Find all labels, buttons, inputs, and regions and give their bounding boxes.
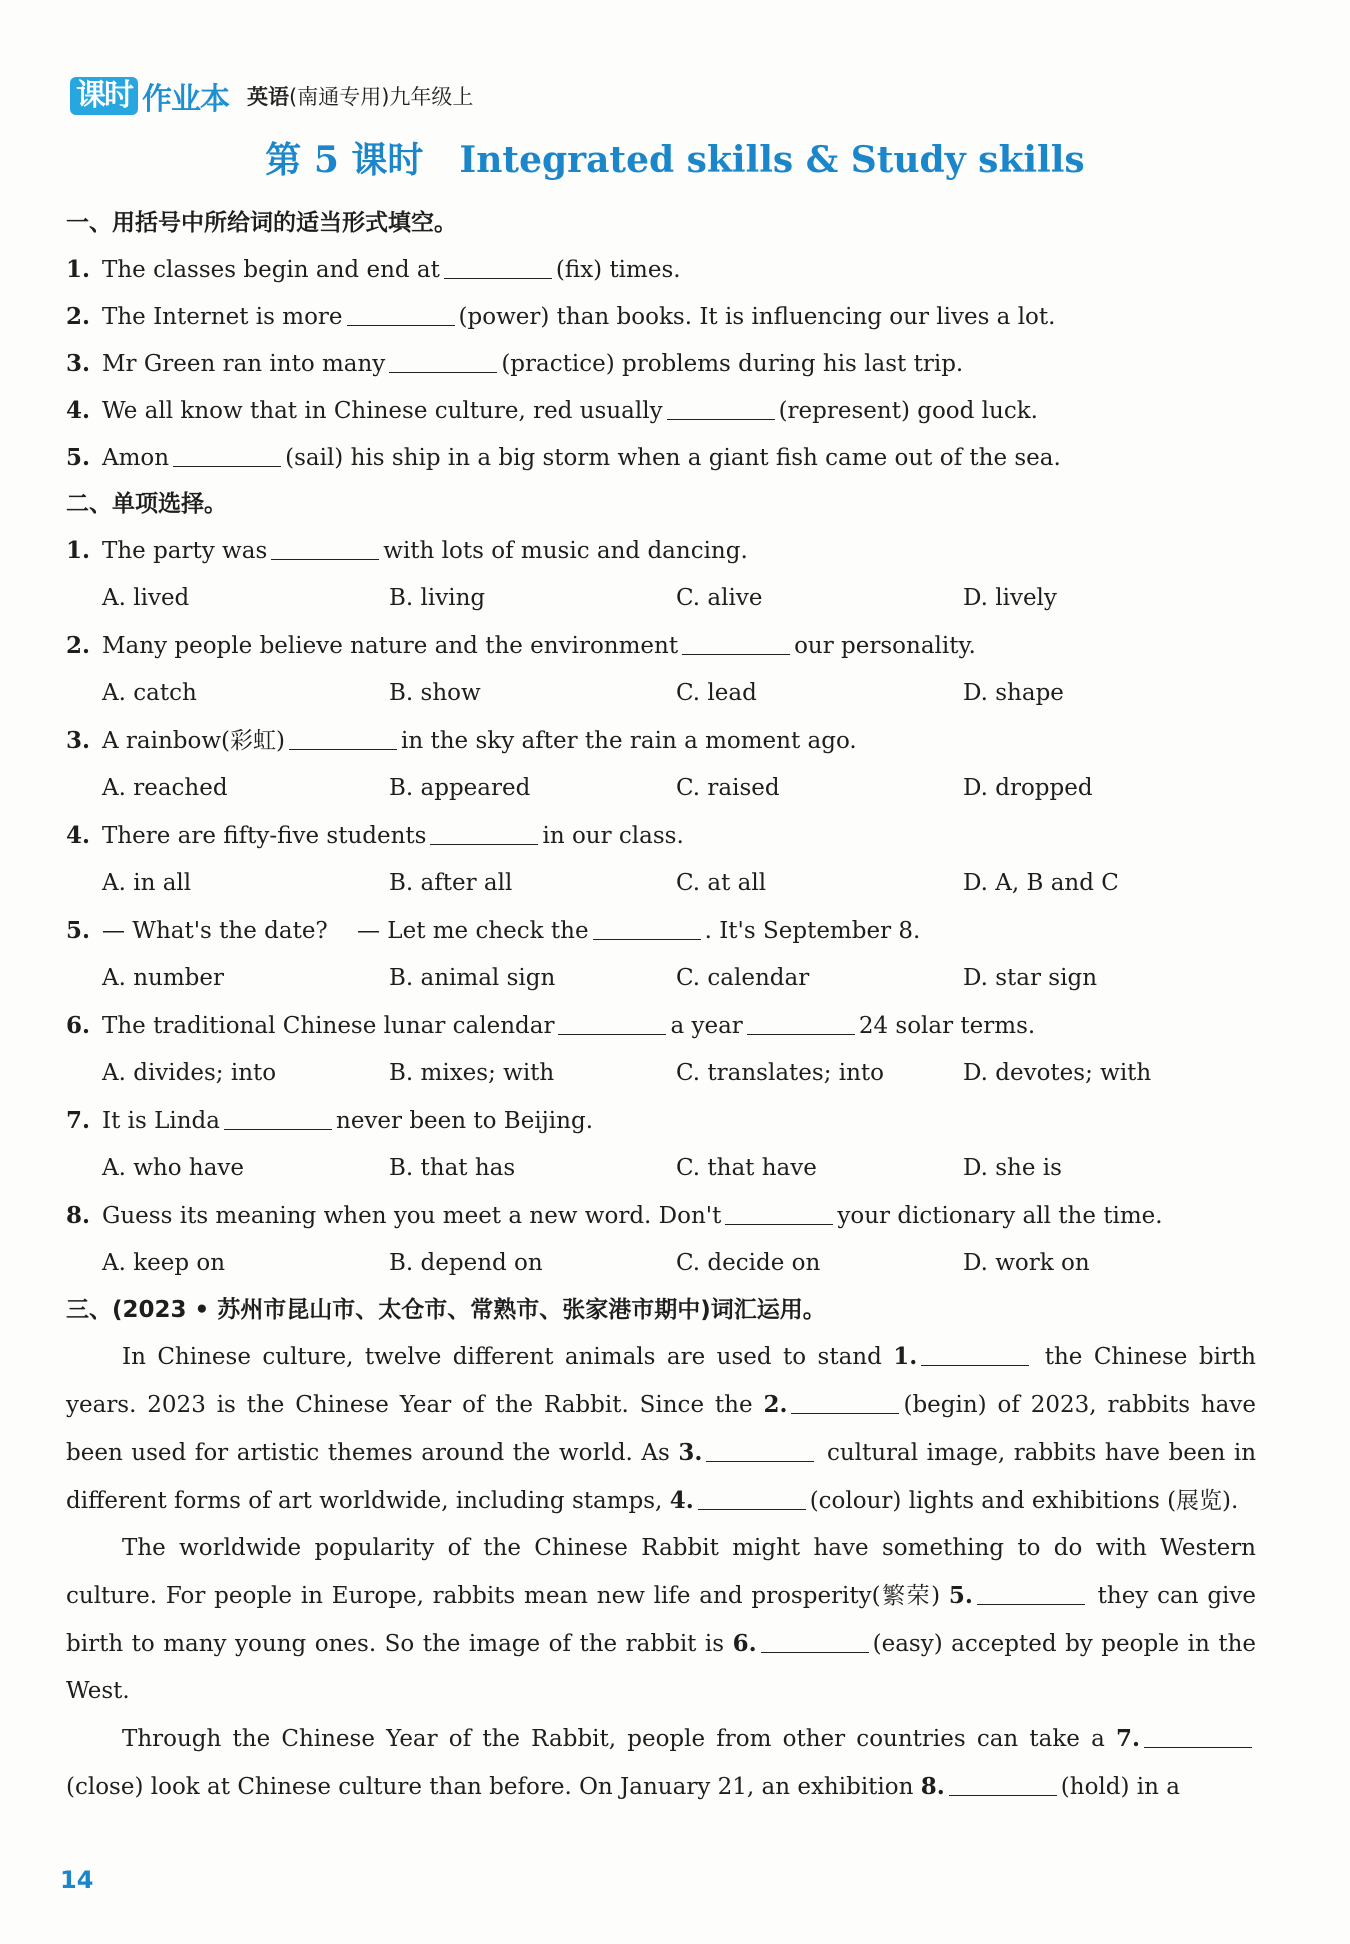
answer-blank[interactable]: [977, 1582, 1085, 1605]
passage-text: (begin) of 2023, rabbits have been used for artistic themes around the world. As: [66, 1392, 1256, 1466]
option-c[interactable]: C. lead: [676, 680, 757, 706]
passage-text: (hold) in a: [1060, 1774, 1180, 1800]
page-number: 14: [60, 1866, 94, 1894]
option-c[interactable]: C. that have: [676, 1155, 817, 1181]
answer-blank[interactable]: [761, 1630, 869, 1653]
question-text: The traditional Chinese lunar calendar: [102, 1013, 555, 1039]
lesson-topic: Integrated skills & Study skills: [459, 139, 1085, 181]
section-2-heading: 二、单项选择。: [66, 491, 227, 517]
option-b[interactable]: B. appeared: [389, 775, 531, 801]
blank-number: 2.: [763, 1391, 788, 1418]
worksheet-content: [66, 200, 1256, 1811]
passage-text: (close) look at Chinese culture than before. On January 21, an exhibition: [66, 1774, 921, 1800]
options-row: [66, 764, 1256, 812]
option-b[interactable]: B. animal sign: [389, 965, 556, 991]
option-d[interactable]: D. work on: [963, 1250, 1090, 1276]
question-text: There are fifty-five students: [102, 823, 427, 849]
question-text: Amon: [102, 445, 170, 471]
answer-blank[interactable]: [747, 1012, 855, 1035]
question-number: 3.: [66, 350, 91, 377]
option-b[interactable]: B. depend on: [389, 1250, 543, 1276]
passage-paragraph-1: [66, 1333, 1256, 1525]
answer-blank[interactable]: [558, 1012, 666, 1035]
question-text: The party was: [102, 538, 268, 564]
answer-blank[interactable]: [271, 537, 379, 560]
question-text: It is Linda: [102, 1108, 220, 1134]
question-number: 4.: [66, 397, 91, 424]
passage-text: the Chinese birth years. 2023 is the Chinese Year of the Rabbit. Since the: [66, 1344, 1256, 1418]
question-text: (represent) good luck.: [778, 398, 1038, 424]
passage-paragraph-2: [66, 1525, 1256, 1715]
option-b[interactable]: B. mixes; with: [389, 1060, 555, 1086]
question-number: 7.: [66, 1107, 91, 1134]
option-c[interactable]: C. at all: [676, 870, 767, 896]
option-d[interactable]: D. star sign: [963, 965, 1098, 991]
question-text: a year: [670, 1013, 743, 1039]
passage-text: cultural image, rabbits have been in different forms of art worldwide, including stamps,: [66, 1440, 1257, 1514]
options-row: [66, 574, 1256, 622]
option-a[interactable]: A. lived: [102, 585, 190, 611]
option-c[interactable]: C. translates; into: [676, 1060, 885, 1086]
question-text: (fix) times.: [555, 257, 681, 283]
answer-blank[interactable]: [1144, 1725, 1252, 1748]
logo-text: 作业本: [142, 82, 229, 117]
choice-question: [66, 812, 1256, 859]
answer-blank[interactable]: [173, 444, 281, 467]
answer-blank[interactable]: [725, 1202, 833, 1225]
option-c[interactable]: C. decide on: [676, 1250, 821, 1276]
question-text: your dictionary all the time.: [837, 1203, 1163, 1229]
fill-question: [66, 387, 1256, 434]
blank-number: 3.: [678, 1439, 703, 1466]
answer-blank[interactable]: [706, 1439, 814, 1462]
question-text: Guess its meaning when you meet a new word. Don't: [102, 1203, 722, 1229]
passage-text: Through the Chinese Year of the Rabbit, people from other countries can take a: [122, 1726, 1116, 1752]
passage-text: In Chinese culture, twelve different animals are used to stand: [122, 1344, 894, 1370]
option-d[interactable]: D. devotes; with: [963, 1060, 1152, 1086]
answer-blank[interactable]: [389, 350, 497, 373]
question-text: with lots of music and dancing.: [383, 538, 748, 564]
blank-number: 6.: [732, 1630, 757, 1657]
fill-question: [66, 340, 1256, 387]
question-number: 4.: [66, 822, 91, 849]
question-text: in the sky after the rain a moment ago.: [401, 728, 857, 754]
option-d[interactable]: D. lively: [963, 585, 1057, 611]
question-text: — What's the date? — Let me check the: [102, 918, 589, 944]
lesson-title: [0, 132, 1350, 183]
choice-question: [66, 1002, 1256, 1049]
question-number: 3.: [66, 727, 91, 754]
passage-text: The worldwide popularity of the Chinese Rabbit might have something to do with Western culture. For people in Europe, rabbits mean new life and prosperity(繁荣): [66, 1535, 1256, 1609]
option-a[interactable]: A. keep on: [102, 1250, 226, 1276]
option-a[interactable]: A. divides; into: [102, 1060, 277, 1086]
option-a[interactable]: A. reached: [102, 775, 228, 801]
question-number: 5.: [66, 444, 91, 471]
passage-paragraph-3: [66, 1715, 1256, 1811]
subject: 英语: [247, 85, 289, 109]
question-number: 5.: [66, 917, 91, 944]
options-row: [66, 859, 1256, 907]
grade: 九年级上: [389, 85, 474, 109]
question-number: 1.: [66, 537, 91, 564]
passage-text: they can give birth to many young ones. So the image of the rabbit is: [66, 1583, 1256, 1657]
question-text: . It's September 8.: [704, 918, 921, 944]
answer-blank[interactable]: [289, 727, 397, 750]
question-text: We all know that in Chinese culture, red usually: [102, 398, 663, 424]
answer-blank[interactable]: [698, 1487, 806, 1510]
question-text: A rainbow(彩虹): [102, 728, 286, 754]
question-text: (power) than books. It is influencing our lives a lot.: [458, 304, 1056, 330]
answer-blank[interactable]: [791, 1391, 899, 1414]
option-b[interactable]: B. after all: [389, 870, 513, 896]
question-number: 2.: [66, 632, 91, 659]
choice-question: [66, 907, 1256, 954]
fill-question: [66, 246, 1256, 293]
answer-blank[interactable]: [593, 917, 701, 940]
passage-text: (easy) accepted by people in the West.: [66, 1631, 1257, 1704]
option-a[interactable]: A. number: [102, 965, 224, 991]
choice-question: [66, 527, 1256, 574]
choice-question: [66, 1097, 1256, 1144]
book-subtitle: [247, 81, 473, 111]
fill-question: [66, 293, 1256, 340]
section-3-heading: 三、(2023 • 苏州市昆山市、太仓市、常熟市、张家港市期中)词汇运用。: [66, 1297, 826, 1323]
blank-number: 4.: [669, 1487, 694, 1514]
question-number: 2.: [66, 303, 91, 330]
question-text: never been to Beijing.: [336, 1108, 594, 1134]
answer-blank[interactable]: [444, 256, 552, 279]
blank-number: 8.: [920, 1773, 945, 1800]
answer-blank[interactable]: [682, 632, 790, 655]
options-row: [66, 1239, 1256, 1287]
option-c[interactable]: C. alive: [676, 585, 763, 611]
question-text: 24 solar terms.: [858, 1013, 1036, 1039]
option-c[interactable]: C. raised: [676, 775, 780, 801]
question-text: The Internet is more: [102, 304, 343, 330]
question-text: The classes begin and end at: [102, 257, 440, 283]
answer-blank[interactable]: [347, 303, 455, 326]
question-text: in our class.: [542, 823, 684, 849]
option-a[interactable]: A. in all: [102, 870, 192, 896]
option-d[interactable]: D. she is: [963, 1155, 1062, 1181]
question-text: (sail) his ship in a big storm when a giant fish came out of the sea.: [285, 445, 1061, 471]
option-b[interactable]: B. show: [389, 680, 481, 706]
answer-blank[interactable]: [224, 1107, 332, 1130]
question-text: Mr Green ran into many: [102, 351, 386, 377]
blank-number: 7.: [1115, 1725, 1140, 1752]
option-a[interactable]: A. who have: [102, 1155, 245, 1181]
book-logo: [70, 74, 229, 118]
answer-blank[interactable]: [430, 822, 538, 845]
answer-blank[interactable]: [949, 1773, 1057, 1796]
option-b[interactable]: B. that has: [389, 1155, 516, 1181]
question-text: Many people believe nature and the environment: [102, 633, 679, 659]
option-c[interactable]: C. calendar: [676, 965, 810, 991]
fill-question: [66, 434, 1256, 481]
logo-mark: 课时: [70, 77, 138, 115]
blank-number: 1.: [893, 1343, 918, 1370]
option-a[interactable]: A. catch: [102, 680, 197, 706]
option-b[interactable]: B. living: [389, 585, 486, 611]
choice-question: [66, 622, 1256, 669]
options-row: [66, 669, 1256, 717]
choice-question: [66, 717, 1256, 764]
question-text: (practice) problems during his last trip.: [501, 351, 964, 377]
option-d[interactable]: D. shape: [963, 680, 1064, 706]
lesson-number: 第 5 课时: [265, 139, 424, 181]
answer-blank[interactable]: [921, 1343, 1029, 1366]
answer-blank[interactable]: [667, 397, 775, 420]
passage-text: (colour) lights and exhibitions (展览).: [809, 1488, 1239, 1514]
section-1-heading: 一、用括号中所给词的适当形式填空。: [66, 210, 457, 236]
options-row: [66, 954, 1256, 1002]
question-text: our personality.: [794, 633, 976, 659]
options-row: [66, 1049, 1256, 1097]
blank-number: 5.: [948, 1582, 973, 1609]
question-number: 8.: [66, 1202, 91, 1229]
choice-question: [66, 1192, 1256, 1239]
edition: (南通专用): [289, 85, 390, 109]
option-d[interactable]: D. A, B and C: [963, 870, 1119, 896]
page-header: [70, 74, 473, 118]
question-number: 1.: [66, 256, 91, 283]
option-d[interactable]: D. dropped: [963, 775, 1093, 801]
options-row: [66, 1144, 1256, 1192]
question-number: 6.: [66, 1012, 91, 1039]
